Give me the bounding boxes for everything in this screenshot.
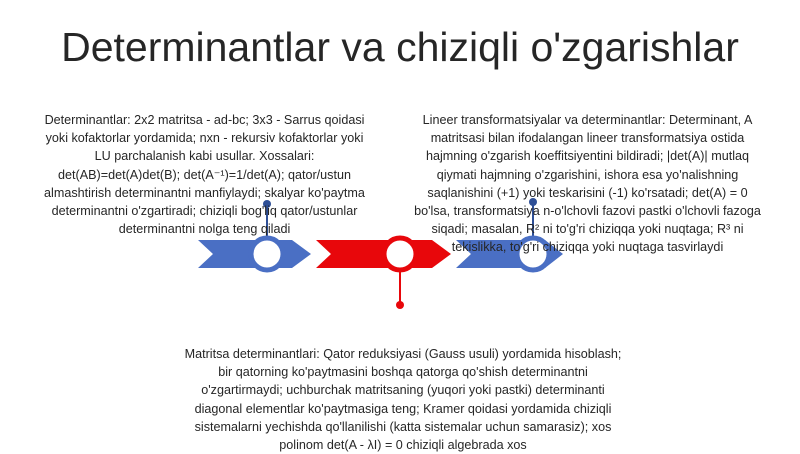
text-block-bottom: Matritsa determinantlari: Qator reduksiyasi (Gauss usuli) yordamida hisoblash; bir qatorning ko'paytmasini boshqa qatorga qo'shish determinantni o'zgartirmaydi; uchburchak matritsaning (yuqori yoki pastki) determinanti diagonal elementlar ko'paytmasiga teng; Kramer qoidasi yordamida chiziqli sistemalarni yechishda qo'llanilishi (katta sistemalar uchun samarasiz); xos polinom det(A - λI) = 0 chiziqli algebrada xos [184,347,622,453]
slide-title: Determinantlar va chiziqli o'zgarishlar [61,24,739,70]
text-block-right: Lineer transformatsiyalar va determinantlar: Determinant, A matritsasi bilan ifodalangan lineer transformatsiya ostida hajmning o'zgarish koeffitsiyentini bildiradi; |det(A)| mutlaq qiymati hajmning o'zgarishini, ishora esa yo'nalishning saqlanishini (+1) yoki teskarisini (-1) ko'rsatadi; det(A) = 0 bo'lsa, transformatsiya n-o'lchovli fazovi pastki o'lchovli fazoga siqadi; masalan, R² ni to'g'ri chiziqqa yoki nuqtaga; R³ ni tekislikka, to'g'ri chiziqqa yoki nuqtaga tasvirlaydi [414,113,761,255]
text-block-left: Determinantlar: 2x2 matritsa - ad-bc; 3x3 - Sarrus qoidasi yoki kofaktorlar yordamida; nxn - rekursiv kofaktorlar yoki LU parchalanish kabi usullar. Xossalari: det(AB)=det(A)det(B); det(A⁻¹)=1/det(A); qator/ustun almashtirish determinantni manfiylaydi; skalyar ko'paytma determinantni o'zgartiradi; chiziqli bog'liq qator/ustunlar determinantni nolga teng qiladi [44,113,365,237]
milestone-node-left [251,238,283,270]
connector-bottom-dot [396,301,404,309]
